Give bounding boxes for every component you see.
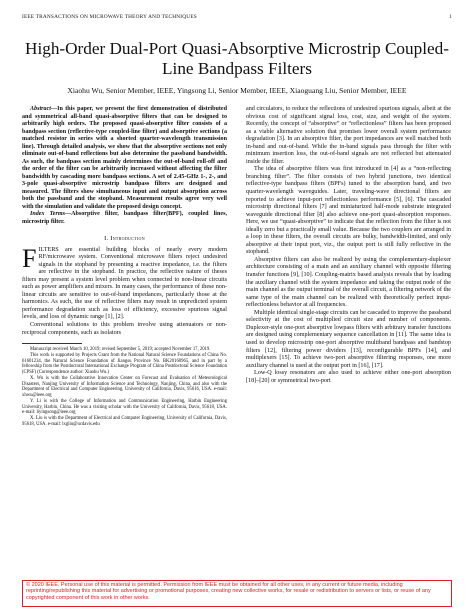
right-column (246, 106, 451, 385)
body-paragraph: Multiple identical single-stage circuits can be cascaded to improve the passband selectivity at the cost of multiplied circuit size and number of components. Duplexer-style one-port absorptive lowpass filters with arbitrary transfer functions are designed using complementary sequence cancellation in [11]. The same idea is used to develop microstrip one-port absorptive multiband bandpass and bandstop filters [12], filtering power dividers [13], reconfigurable BPFs [14], and multiplexers [15]. To achieve two-port absorptive filtering responses, one more auxiliary channel is used at the output port in [16], [17]. (246, 309, 451, 369)
body-paragraph: and circulators, to reduce the reflections of undesired spurious signals, albeit at the obvious cost of significant signal loss, cost, size, and weight of the system. Recently, the concept of “absorptive” or “reflectionless” filters has been proposed as a viable alternative solution that promises lower overall system performance degradation [3]. In an absorptive filter, the port impedances are well matched both in-band and out-of-band. While the in-band signals pass through the filter with minimum insertion loss, the out-of-band signals are not reflected but attenuated inside the filter. (246, 106, 451, 165)
footnote: Manuscript received March 10, 2019; revised September 5, 2019; accepted November 17, 2019. (30, 347, 211, 353)
index-terms-label: Index Terms (30, 211, 65, 217)
footnote: X. Liu is with the Department of Electrical and Computer Engineering, University of California, Davis, 95618, USA. e-mail: lxgliu@ucdavis.edu (22, 416, 227, 427)
body-paragraph: Low-Q lossy resonators are also used to achieve either one-port absorption [18]–[20] or symmetrical two-port (246, 370, 451, 384)
body-paragraph: Absorptive filters can also be realized by using the complementary-duplexer architecture consisting of a main and an auxiliary channel with opposite filtering transfer functions [9], [10]. Coupling-matrix based analysis reveals that by loading the auxiliary channel with the system impedance and taking the output node of the main channel as the output terminal of the overall circuit, a filtering network of the same type of the main channel can be realized with theoretically perfect input-reflectionless behavior at all frequencies. (246, 256, 451, 309)
copyright-notice: © 2020 IEEE. Personal use of this material is permitted. Permission from IEEE must be obtained for all other uses, in any current or future media, including reprinting/republishing this material for advertising or promotional purposes, creating new collective works, for resale or redistribution to servers or lists, or reuse of any copyrighted component of this work in other works. (22, 580, 452, 607)
body-paragraph: The idea of absorptive filters was first introduced in [4] as a “non-reflecting branching filter”. The filter consists of two hybrid junctions, two identical reflective-type bandpass filters (BPFs) tuned to the absorption band, and two quarter-wavelength waveguides. Later, traveling-wave directional filters are reported to achieve input-port reflectionless performance [5], [6]. The cascaded microstrip directional filters [7] and miniaturized half-mode substrate integrated waveguide directional filter [8] also achieve one-port quasi-absorption responses. Here, we use “quasi-absorptive” to indicate that the reflection from the filter is not ideally zero but a practically small value. Because the two couplers are arranged in a loop in these filters, the overall circuits are bulky, bandwidth-limited, and only absorptive at their input port, viz., the output port is still fully reflective in the stopband. (246, 166, 451, 256)
journal-name: IEEE TRANSACTIONS ON MICROWAVE THEORY AND TECHNIQUES (22, 14, 197, 20)
intro-lead-word: ILTERS (38, 246, 59, 253)
footnote-rule (22, 343, 82, 344)
paper-title: High-Order Dual-Port Quasi-Absorptive Microstrip Coupled-Line Bandpass Filters (25, 39, 449, 78)
footnote: X. Wu is with the Collaborative Innovation Center on Forecast and Evaluation of Meteorological Disasters, Nanjing University of Information Science and Technology, Nanjing, China, and also with the Department of Electrical and Computer Engineering, University of California, Davis, 95616, USA. e-mail: xhwu@ieee.org (22, 375, 227, 399)
footnote: This work is supported by Projects Grant from the National Natural Science Foundations of China No. 61601234, the Natural Science Foundation of Jiangsu Province No. BK20160965, and in part by a fellowship from the Postdoctoral International Exchange Program of China Postdoctoral Science Foundation (CPSF) (Correspondence author: Xiaohu Wu.) (22, 352, 227, 376)
author-list: Xiaohu Wu, Senior Member, IEEE, Yingsong Li, Senior Member, IEEE, Xiaoguang Liu, Senior Member, IEEE (67, 86, 407, 95)
intro-paragraph-2: Conventional solutions to this problem involve using attenuators or non-reciprocal components, such as isolators (22, 322, 227, 336)
index-terms-text: —Absorptive filter, bandpass filter(BPF), coupled lines, microstrip filter. (22, 211, 227, 225)
left-column (22, 106, 227, 428)
abstract (22, 106, 227, 211)
index-terms (22, 211, 227, 226)
running-header (22, 14, 452, 24)
intro-paragraph-1 (22, 243, 227, 322)
page-number: 1 (449, 14, 452, 20)
drop-cap: F (22, 243, 37, 273)
abstract-label: Abstract (30, 106, 51, 112)
abstract-text: —In this paper, we present the first demonstration of distributed and symmetrical all-band quasi-absorptive filters that can be designed to arbitrarily high orders. The proposed quasi-absorptive filter consists of a bandpass section (reflective-type coupled-line filter) and absorptive sections (a matched resistor in series with a shorted quarter-wavelength transmission line). Through detailed analysis, we show that the absorptive sections not only eliminate out-of-band reflections but also determine the passband bandwidth. As such, the bandpass section mainly determines the out-of-band roll-off and the order of the filter can be arbitrarily increased without affecting the filter bandwidth by cascading more bandpass sections. A set of 2.45-GHz 1-, 2-, and 3-pole quasi-absorptive microstrip bandpass filters are designed and measured. The filters show simultaneous input and output absorption across both the passband and the stopband. Measurement results agree very well with the simulation and validate the proposed design concept. (22, 106, 227, 210)
intro-text-1: are essential building blocks of nearly every modern RF/microwave system. Conventional microwave filters reject undesired signals in the stopband by presenting a reactive impedance, i.e. the filters are reflective in the stopband. In practice, the reflective nature of theses filters may present a system level problem when connected to non-linear circuits such as power amplifiers and mixers. In many cases, the performance of these non-linear circuits are sensitive to out-of-band impedances, particularly those at the harmonics. As such, the use of reflective filters may result in unpredicted system performance degradation such as loss of efficiency, excessive spurious signal levels, and loss of dynamic range [1], [2]. (22, 246, 227, 321)
section-heading: I. Introduction (104, 235, 145, 242)
footnote: Y. Li is with the College of Information and Communication Engineering, Harbin Engineering University, Harbin, China. He was a visiting scholar with the University of California, Davis, 95618, USA. e-mail: liyingsong@ieee.org (22, 398, 227, 416)
